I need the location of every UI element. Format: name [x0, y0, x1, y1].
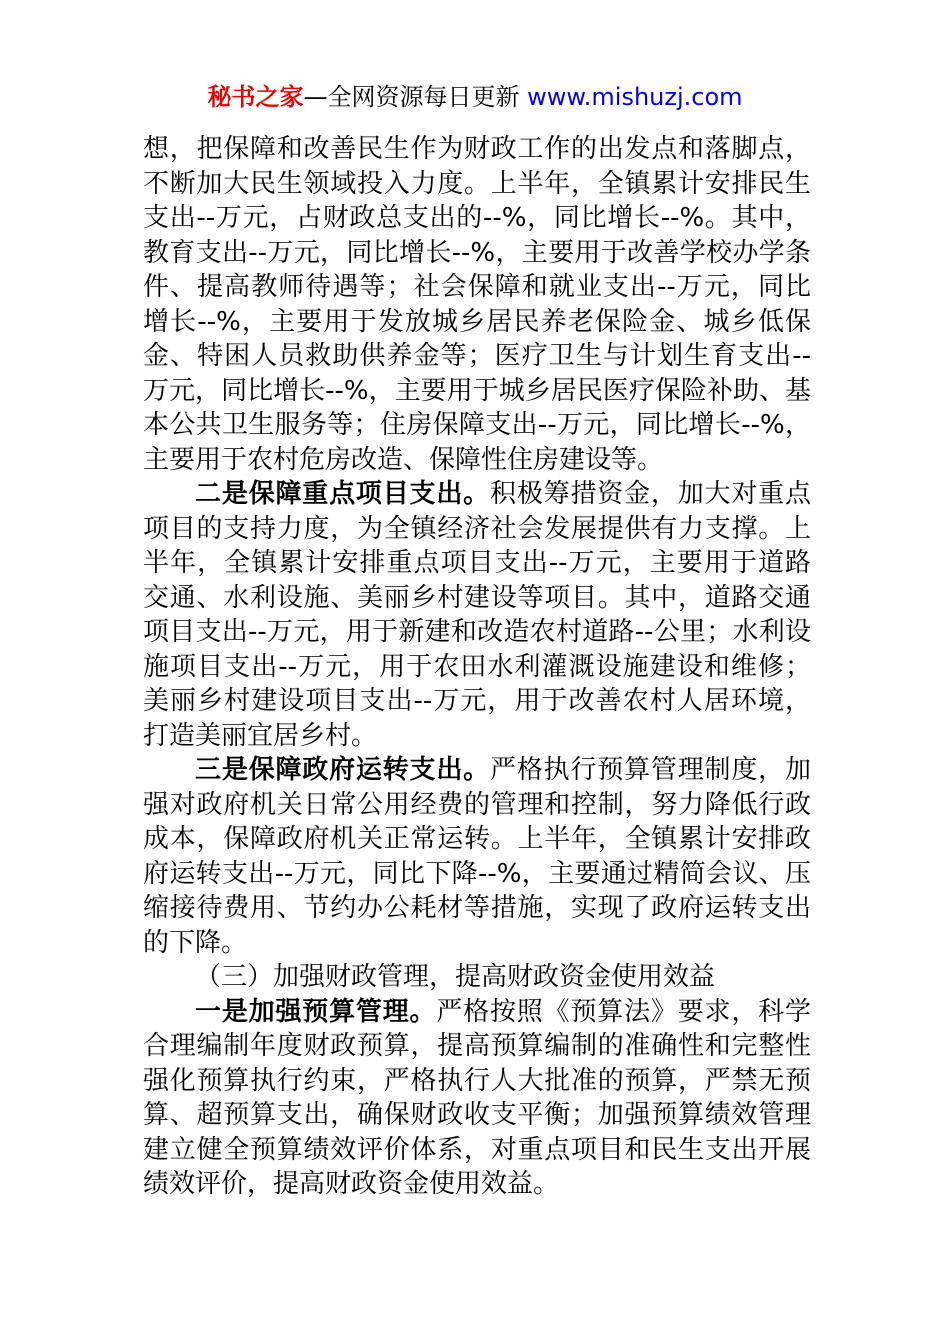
paragraph-text: 严格按照《预算法》要求，科学合理编制年度财政预算，提高预算编制的准确性和完整性强化预算执行约束，严格执行人大批准的预算，严禁无预算、超预算支出，确保财政收支平衡；加强预算绩效管理建立健全预算绩效评价体系，对重点项目和民生支出开展绩效评价，提高财政资金使用效益。: [143, 996, 811, 1199]
site-url-link[interactable]: www.mishuzj.com: [527, 83, 743, 111]
paragraph-key-projects: [143, 477, 811, 753]
paragraph-text: 积极筹措资金，加大对重点项目的支持力度，为全镇经济社会发展提供有力支撑。上半年，全镇累计安排重点项目支出--万元，主要用于道路交通、水利设施、美丽乡村建设等项目。其中，道路交通项目支出--万元，用于新建和改造农村道路--公里；水利设施项目支出--万元，用于农田水利灌溉设施建设和维修；美丽乡村建设项目支出--万元，用于改善农村人居环境，打造美丽宜居乡村。: [143, 479, 811, 751]
brand-name: 秘书之家: [207, 83, 304, 111]
paragraph-text: 严格执行预算管理制度，加强对政府机关日常公用经费的管理和控制，努力降低行政成本，保障政府机关正常运转。上半年，全镇累计安排政府运转支出--万元，同比下降--%，主要通过精简会议、压缩接待费用、节约办公耗材等措施，实现了政府运转支出的下降。: [143, 755, 811, 958]
section-heading-text: （三）加强财政管理，提高财政资金使用效益: [195, 962, 716, 992]
page-header: [0, 80, 950, 114]
paragraph-livelihood: [143, 132, 811, 477]
paragraph-text: 想，把保障和改善民生作为财政工作的出发点和落脚点，不断加大民生领域投入力度。上半年，全镇累计安排民生支出--万元，占财政总支出的--%，同比增长--%。其中，教育支出--万元，同比增长--%，主要用于改善学校办学条件、提高教师待遇等；社会保障和就业支出--万元，同比增长--%，主要用于发放城乡居民养老保险金、城乡低保金、特困人员救助供养金等；医疗卫生与计划生育支出--万元，同比增长--%，主要用于城乡居民医疗保险补助、基本公共卫生服务等；住房保障支出--万元，同比增长--%，主要用于农村危房改造、保障性住房建设等。: [143, 134, 811, 475]
paragraph-lead: 三是保障政府运转支出。: [195, 755, 490, 785]
paragraph-budget-management: [143, 995, 811, 1202]
header-tagline: —全网资源每日更新: [303, 83, 528, 111]
paragraph-lead: 二是保障重点项目支出。: [195, 479, 490, 509]
paragraph-lead: 一是加强预算管理。: [195, 996, 437, 1027]
document-body: [143, 132, 811, 1202]
paragraph-government-operations: [143, 753, 811, 960]
section-heading: [143, 960, 811, 995]
